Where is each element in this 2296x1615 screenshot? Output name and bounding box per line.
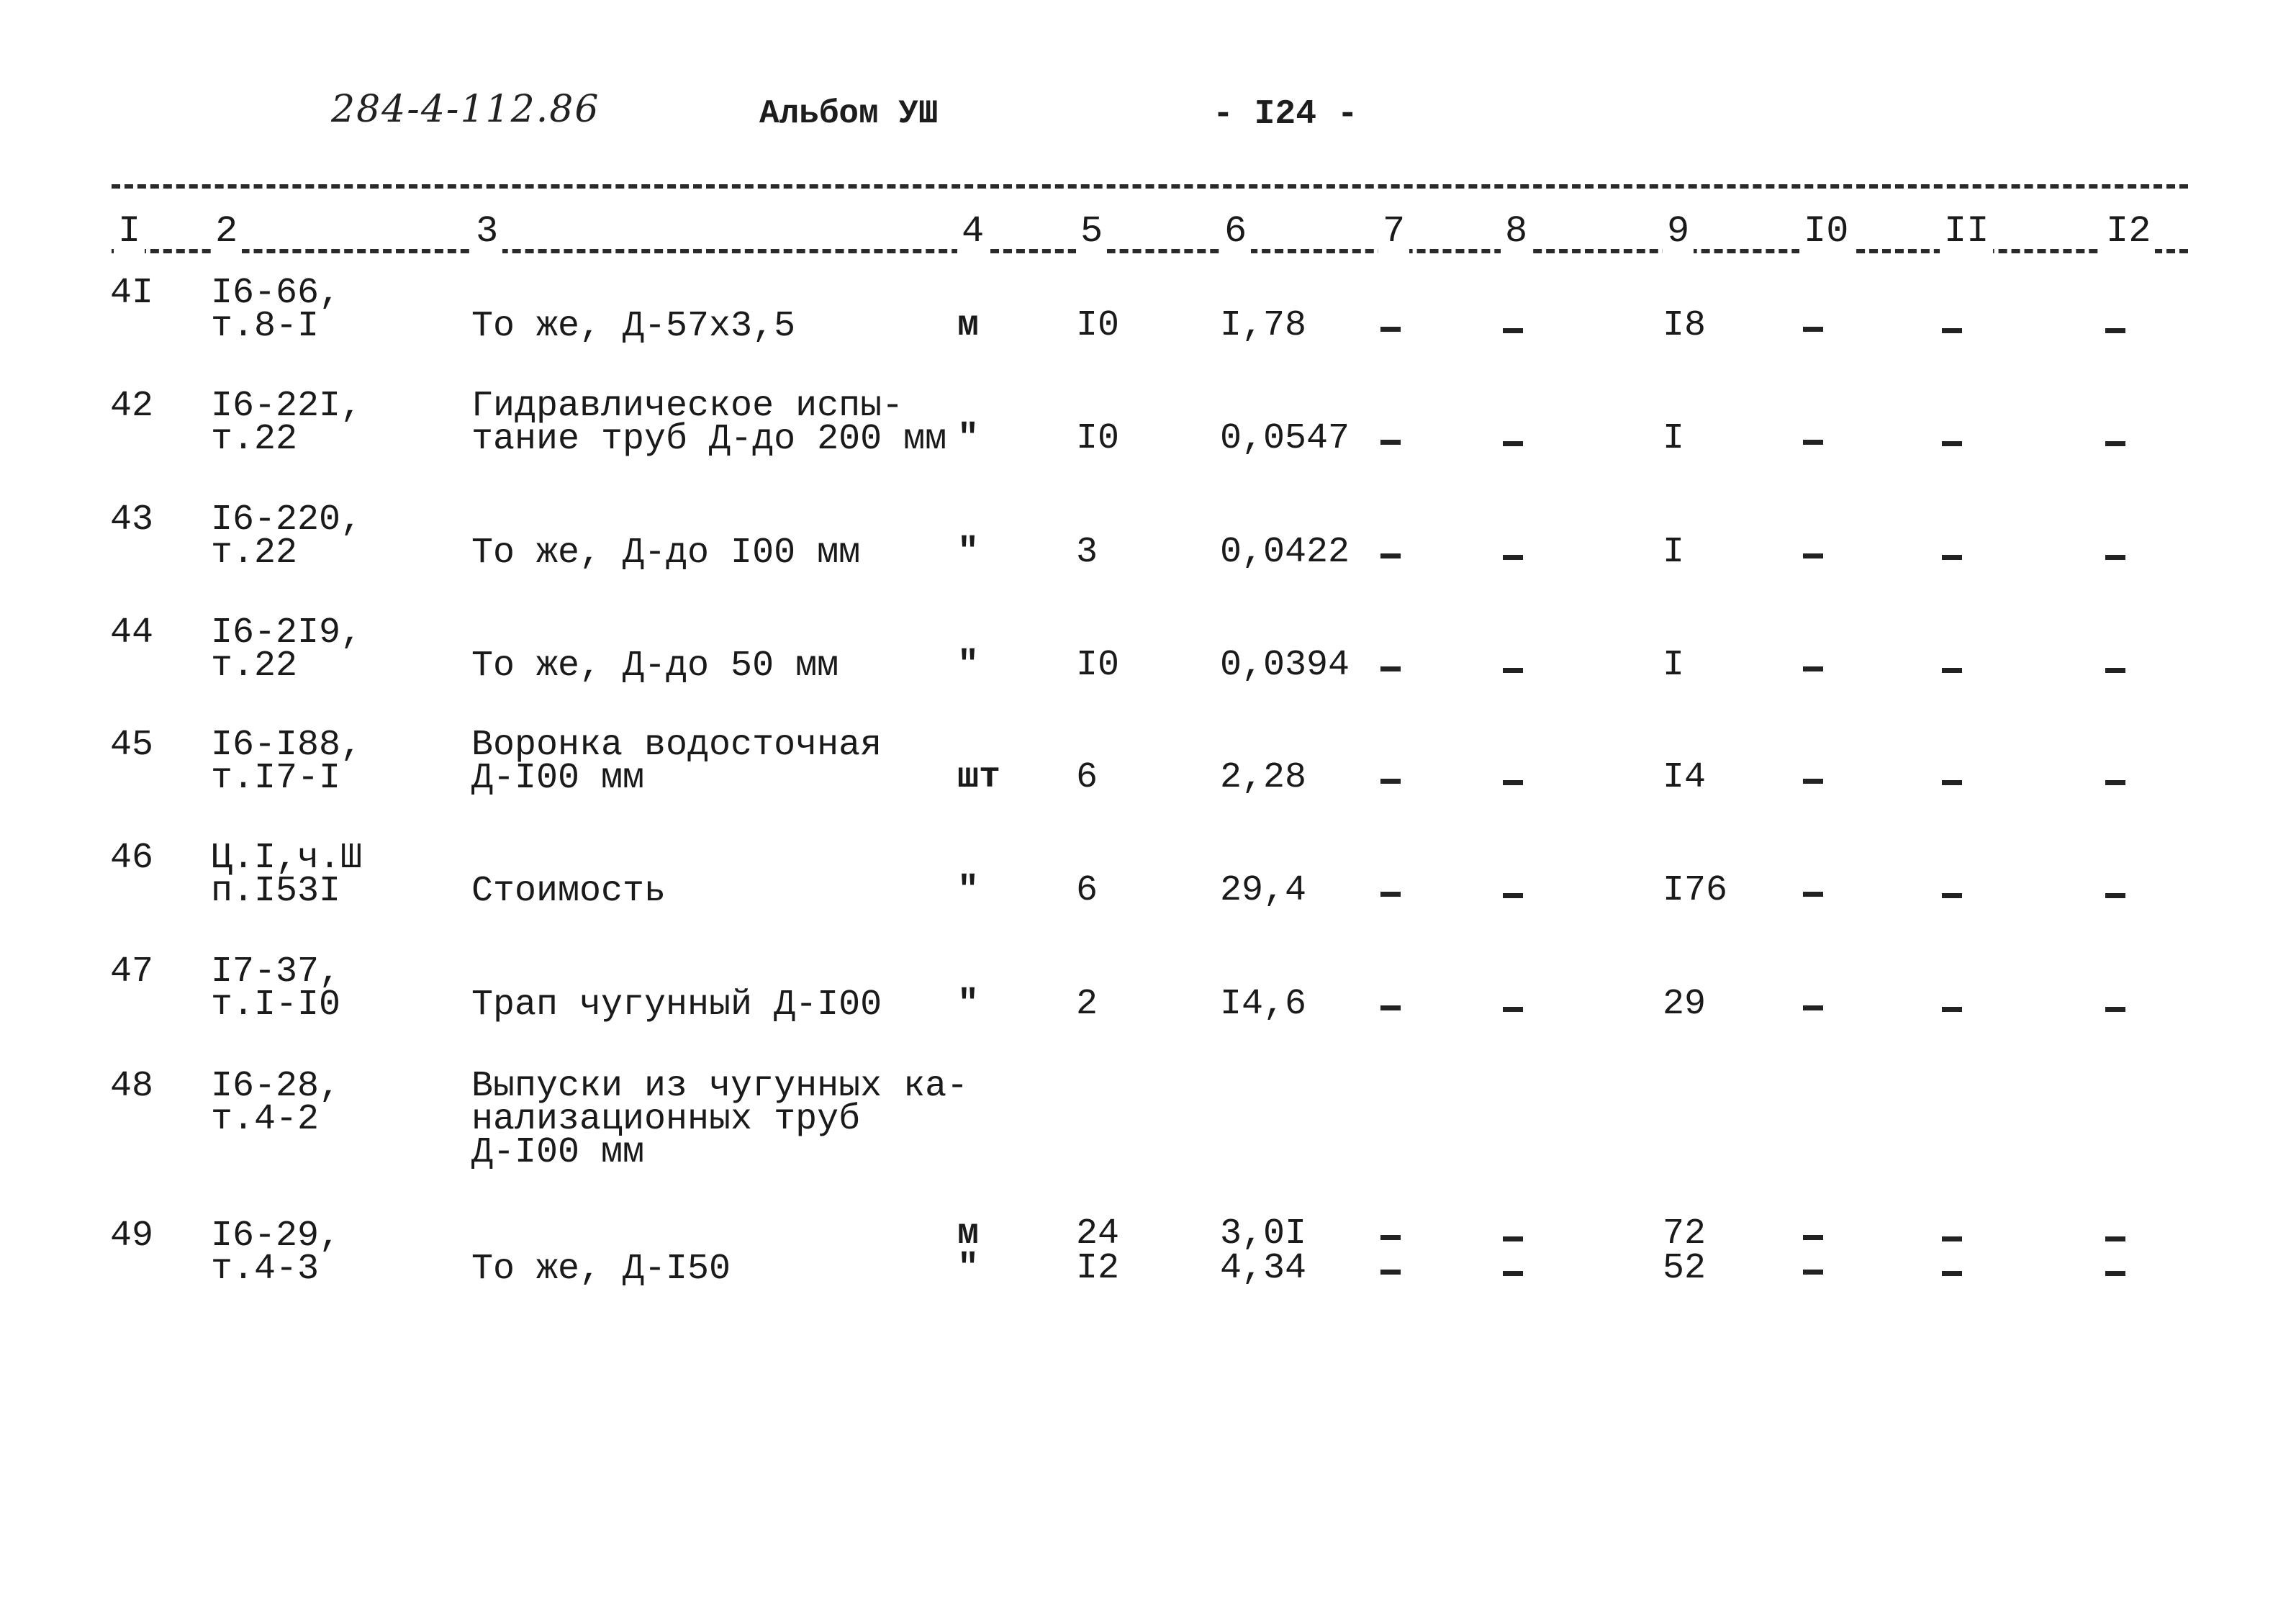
norm-reference: т.4-2 xyxy=(211,1099,320,1140)
col11-empty-dash xyxy=(1942,555,1962,560)
album-label: Альбом УШ xyxy=(759,95,939,132)
col11-empty-dash xyxy=(1942,893,1962,898)
column-number-2: 2 xyxy=(211,210,242,253)
quantity-cell: 6 xyxy=(1076,870,1098,911)
col7-empty-dash xyxy=(1380,892,1401,897)
column-number-3: 3 xyxy=(471,210,502,253)
col10-empty-dash xyxy=(1803,1005,1823,1010)
col12-empty-dash xyxy=(2105,441,2125,446)
col12-empty-dash xyxy=(2105,1236,2125,1241)
column-number-1: I xyxy=(114,210,145,253)
unit-cell: м xyxy=(957,305,980,346)
col12-empty-dash xyxy=(2105,893,2125,898)
col11-empty-dash xyxy=(1942,780,1962,785)
col10-empty-dash xyxy=(1803,779,1823,784)
work-description: Д-I00 мм xyxy=(471,758,645,799)
total-cell: I xyxy=(1663,532,1685,573)
col12-empty-dash xyxy=(2105,328,2125,333)
unit-cell: м xyxy=(957,1213,980,1254)
work-description: То же, Д-до 50 мм xyxy=(471,646,839,687)
norm-reference: т.22 xyxy=(211,419,298,460)
col12-empty-dash xyxy=(2105,780,2125,785)
norm-value-cell: 2,28 xyxy=(1220,757,1307,798)
quantity-cell: I0 xyxy=(1076,305,1120,346)
column-number-8: 8 xyxy=(1501,210,1532,253)
quantity-cell: 2 xyxy=(1076,984,1098,1025)
work-description: тание труб Д-до 200 мм xyxy=(471,419,947,460)
total-cell: 29 xyxy=(1663,984,1707,1025)
row-number: 44 xyxy=(110,612,154,653)
norm-reference: I6-2I9, xyxy=(211,612,363,653)
total-cell: 52 xyxy=(1663,1248,1707,1289)
col8-empty-dash xyxy=(1503,668,1523,673)
row-number: 46 xyxy=(110,838,154,879)
col7-empty-dash xyxy=(1380,327,1401,332)
norm-reference: т.8-I xyxy=(211,306,320,347)
total-cell: I76 xyxy=(1663,870,1728,911)
work-description: То же, Д-I50 xyxy=(471,1249,731,1290)
col8-empty-dash xyxy=(1503,441,1523,446)
column-number-7: 7 xyxy=(1378,210,1409,253)
norm-reference: I6-29, xyxy=(211,1216,341,1257)
unit-cell: " xyxy=(957,645,980,686)
row-number: 47 xyxy=(110,951,154,992)
document-code: 284-4-112.86 xyxy=(331,88,600,131)
col7-empty-dash xyxy=(1380,440,1401,445)
norm-reference: I6-66, xyxy=(211,273,341,314)
work-description: То же, Д-до I00 мм xyxy=(471,533,861,574)
quantity-cell: 3 xyxy=(1076,532,1098,573)
row-number: 4I xyxy=(110,273,154,314)
norm-reference: I6-220, xyxy=(211,499,363,540)
norm-reference: т.22 xyxy=(211,533,298,574)
col7-empty-dash xyxy=(1380,666,1401,671)
column-number-9: 9 xyxy=(1663,210,1694,253)
col10-empty-dash xyxy=(1803,666,1823,671)
col10-empty-dash xyxy=(1803,1270,1823,1275)
row-number: 48 xyxy=(110,1066,154,1107)
col7-empty-dash xyxy=(1380,1005,1401,1010)
quantity-cell: 6 xyxy=(1076,757,1098,798)
norm-reference: т.4-3 xyxy=(211,1249,320,1290)
column-number-11: II xyxy=(1940,210,1993,253)
top-dashed-rule xyxy=(112,184,2188,189)
col11-empty-dash xyxy=(1942,1271,1962,1276)
col7-empty-dash xyxy=(1380,1235,1401,1240)
work-description: Гидравлическое испы- xyxy=(471,386,904,427)
col12-empty-dash xyxy=(2105,1007,2125,1012)
norm-reference: I6-22I, xyxy=(211,386,363,427)
norm-value-cell: 4,34 xyxy=(1220,1248,1307,1289)
col10-empty-dash xyxy=(1803,1235,1823,1240)
col11-empty-dash xyxy=(1942,328,1962,333)
col8-empty-dash xyxy=(1503,1236,1523,1241)
total-cell: I4 xyxy=(1663,757,1707,798)
total-cell: I xyxy=(1663,645,1685,686)
column-number-5: 5 xyxy=(1076,210,1107,253)
work-description: То же, Д-57х3,5 xyxy=(471,306,796,347)
row-number: 45 xyxy=(110,725,154,766)
work-description: Д-I00 мм xyxy=(471,1132,645,1173)
total-cell: 72 xyxy=(1663,1213,1707,1254)
col12-empty-dash xyxy=(2105,668,2125,673)
col12-empty-dash xyxy=(2105,1271,2125,1276)
quantity-cell: 24 xyxy=(1076,1213,1120,1254)
column-number-4: 4 xyxy=(957,210,988,253)
col8-empty-dash xyxy=(1503,893,1523,898)
norm-value-cell: I,78 xyxy=(1220,305,1307,346)
work-description: Трап чугунный Д-I00 xyxy=(471,985,882,1026)
norm-reference: т.22 xyxy=(211,646,298,687)
norm-reference: т.I-I0 xyxy=(211,985,341,1026)
norm-reference: п.I53I xyxy=(211,871,341,912)
norm-reference: I7-37, xyxy=(211,951,341,992)
col8-empty-dash xyxy=(1503,1271,1523,1276)
unit-cell: " xyxy=(957,532,980,573)
norm-value-cell: 0,0547 xyxy=(1220,418,1350,459)
unit-cell: шт xyxy=(957,757,1001,798)
column-number-10: I0 xyxy=(1799,210,1853,253)
norm-reference: I6-I88, xyxy=(211,725,363,766)
work-description: Стоимость xyxy=(471,871,666,912)
col11-empty-dash xyxy=(1942,1236,1962,1241)
page-number: - I24 - xyxy=(1213,95,1358,134)
header-dashed-rule xyxy=(112,249,2188,253)
unit-cell: " xyxy=(957,984,980,1025)
col10-empty-dash xyxy=(1803,327,1823,332)
col8-empty-dash xyxy=(1503,555,1523,560)
col12-empty-dash xyxy=(2105,555,2125,560)
unit-cell: " xyxy=(957,870,980,911)
col8-empty-dash xyxy=(1503,1007,1523,1012)
quantity-cell: I0 xyxy=(1076,645,1120,686)
unit-cell: " xyxy=(957,1248,980,1289)
total-cell: I xyxy=(1663,418,1685,459)
norm-reference: Ц.I,ч.Ш xyxy=(211,838,363,879)
norm-reference: I6-28, xyxy=(211,1066,341,1107)
work-description: Воронка водосточная xyxy=(471,725,882,766)
col10-empty-dash xyxy=(1803,440,1823,445)
col8-empty-dash xyxy=(1503,780,1523,785)
total-cell: I8 xyxy=(1663,305,1707,346)
col7-empty-dash xyxy=(1380,553,1401,558)
row-number: 49 xyxy=(110,1216,154,1257)
norm-value-cell: 3,0I xyxy=(1220,1213,1307,1254)
unit-cell: " xyxy=(957,418,980,459)
col7-empty-dash xyxy=(1380,779,1401,784)
col10-empty-dash xyxy=(1803,553,1823,558)
work-description: Выпуски из чугунных ка- xyxy=(471,1066,969,1107)
column-number-12: I2 xyxy=(2102,210,2155,253)
column-number-6: 6 xyxy=(1220,210,1251,253)
quantity-cell: I0 xyxy=(1076,418,1120,459)
norm-value-cell: 0,0394 xyxy=(1220,645,1350,686)
quantity-cell: I2 xyxy=(1076,1248,1120,1289)
norm-value-cell: I4,6 xyxy=(1220,984,1307,1025)
col8-empty-dash xyxy=(1503,328,1523,333)
work-description: нализационных труб xyxy=(471,1099,861,1140)
row-number: 43 xyxy=(110,499,154,540)
norm-reference: т.I7-I xyxy=(211,758,341,799)
col11-empty-dash xyxy=(1942,441,1962,446)
norm-value-cell: 0,0422 xyxy=(1220,532,1350,573)
col11-empty-dash xyxy=(1942,668,1962,673)
row-number: 42 xyxy=(110,386,154,427)
col7-empty-dash xyxy=(1380,1270,1401,1275)
col10-empty-dash xyxy=(1803,892,1823,897)
col11-empty-dash xyxy=(1942,1007,1962,1012)
norm-value-cell: 29,4 xyxy=(1220,870,1307,911)
